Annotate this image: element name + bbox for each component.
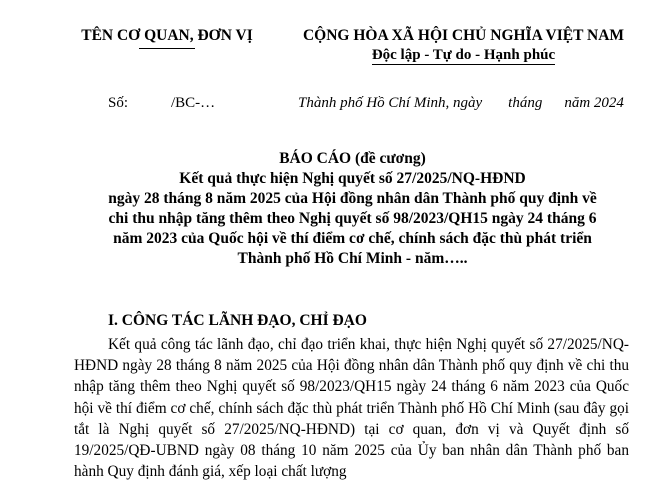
report-subtitle-line: năm 2023 của Quốc hội về thí điểm cơ chế, chính sách đặc thù phát triển bbox=[113, 230, 592, 247]
national-motto: Độc lập - Tự do - Hạnh phúc bbox=[371, 47, 556, 63]
report-subtitle-line: ngày 28 tháng 8 năm 2025 của Hội đồng nhân dân Thành phố quy định về bbox=[108, 190, 597, 207]
organization-underline bbox=[139, 48, 195, 49]
section-heading: I. CÔNG TÁC LÃNH ĐẠO, CHỈ ĐẠO bbox=[108, 312, 367, 329]
report-subtitle-line: chi thu nhập tăng thêm theo Nghị quyết số 98/2023/QH15 ngày 24 tháng 6 bbox=[108, 210, 597, 227]
date-month: tháng bbox=[508, 95, 543, 111]
report-subtitle-line: Thành phố Hồ Chí Minh - năm….. bbox=[237, 250, 468, 267]
document-number-value: /BC-… bbox=[171, 95, 216, 111]
national-title: CỘNG HÒA XÃ HỘI CHỦ NGHĨA VIỆT NAM bbox=[302, 27, 625, 44]
body-paragraph: Kết quả công tác lãnh đạo, chỉ đạo triển khai, thực hiện Nghị quyết số 27/2025/NQ-HĐND ngày 28 tháng 8 năm 2025 của Hội đồng nhân dân Thành phố quy định về chi thu nhập tăng thêm theo Nghị quyết số 98/2023/QH15 ngày 24 tháng 6 năm 2023 của Quốc hội về thí điểm cơ chế, chính sách đặc thù phát triển Thành phố Hồ Chí Minh (sau đây gọi tắt là Nghị quyết số 27/2025/NQ-HĐND) tại cơ quan, đơn vị và Quyết định số 19/2025/QĐ-UBND ngày 08 tháng 10 năm 2025 của Ủy ban nhân dân Thành phố ban hành Quy định đánh giá, xếp loại chất lượng bbox=[74, 336, 629, 481]
header-national bbox=[296, 27, 631, 65]
document-number-label: Số: bbox=[108, 95, 129, 111]
header-organization bbox=[68, 27, 266, 49]
national-motto-line bbox=[296, 45, 631, 65]
date-city: Thành phố Hồ Chí Minh, ngày bbox=[298, 95, 483, 111]
date-year: năm 2024 bbox=[564, 95, 624, 111]
date-line bbox=[298, 94, 624, 112]
report-title-block bbox=[80, 148, 625, 269]
organization-name: TÊN CƠ QUAN, ĐƠN VỊ bbox=[81, 27, 253, 44]
report-title: BÁO CÁO (đề cương) bbox=[279, 150, 426, 167]
report-subtitle-line: Kết quả thực hiện Nghị quyết số 27/2025/NQ-HĐND bbox=[179, 170, 526, 187]
document-number bbox=[108, 94, 215, 112]
